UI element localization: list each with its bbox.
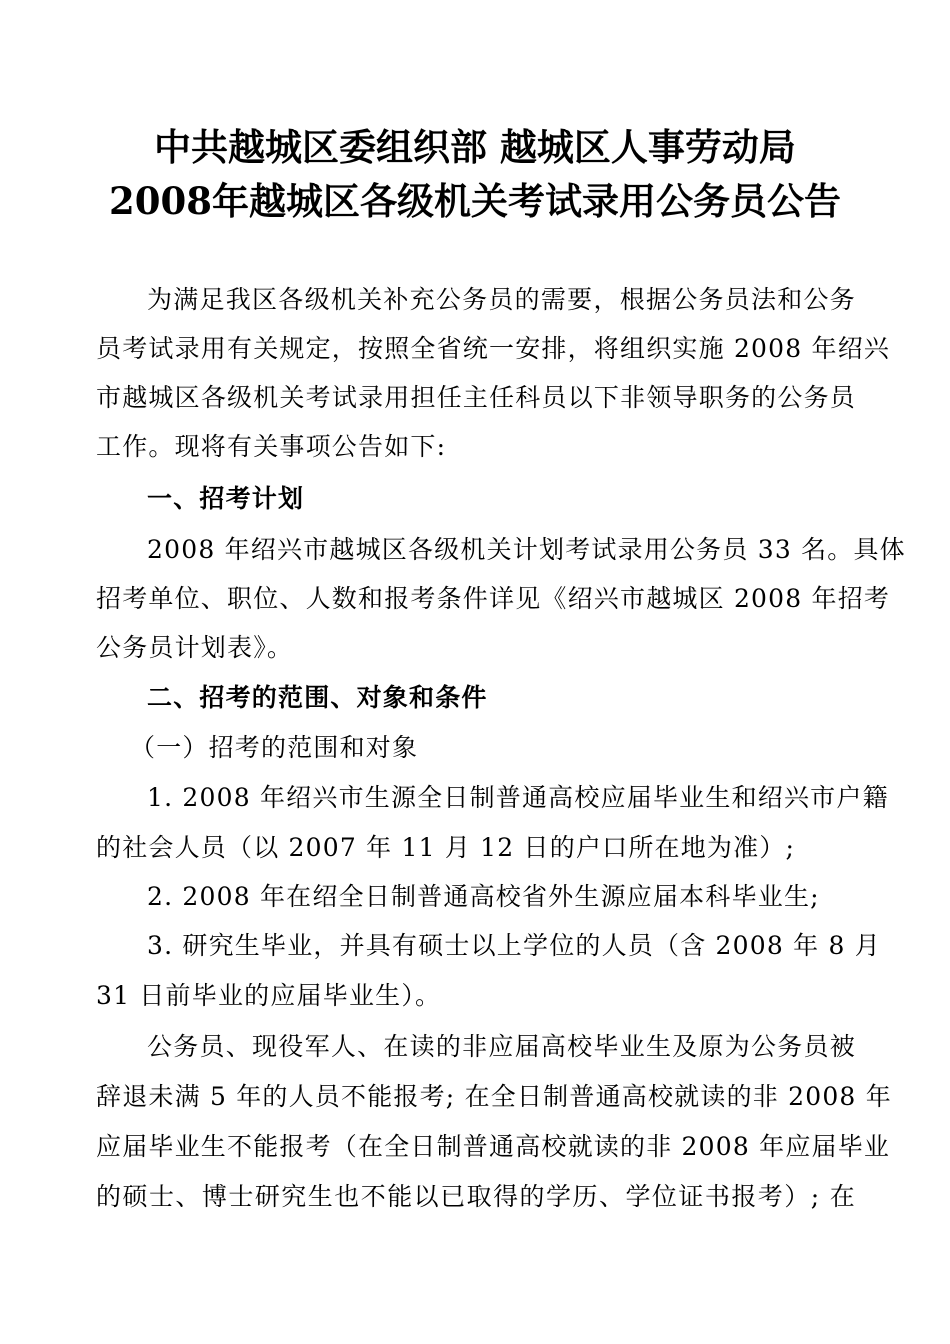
paragraph-line: 员考试录用有关规定，按照全省统一安排，将组织实施 2008 年绍兴 xyxy=(96,334,891,363)
section-heading: 一、招考计划 xyxy=(147,484,305,513)
document-title-line-2: 2008年越城区各级机关考试录用公务员公告 xyxy=(109,179,841,223)
paragraph-line: 公务员计划表》。 xyxy=(96,633,294,662)
paragraph-line: 的社会人员（以 2007 年 11 月 12 日的户口所在地为准）; xyxy=(96,833,796,862)
paragraph-line: 2. 2008 年在绍全日制普通高校省外生源应届本科毕业生; xyxy=(147,882,820,911)
paragraph-line: 为满足我区各级机关补充公务员的需要，根据公务员法和公务 xyxy=(147,285,856,314)
paragraph-line: 招考单位、职位、人数和报考条件详见《绍兴市越城区 2008 年招考 xyxy=(96,584,891,613)
paragraph-line: 的硕士、博士研究生也不能以已取得的学历、学位证书报考）; 在 xyxy=(96,1182,856,1211)
paragraph-line: 应届毕业生不能报考（在全日制普通高校就读的非 2008 年应届毕业 xyxy=(96,1132,891,1161)
section-heading: 二、招考的范围、对象和条件 xyxy=(147,683,488,712)
paragraph-line: 辞退未满 5 年的人员不能报考; 在全日制普通高校就读的非 2008 年 xyxy=(96,1082,892,1111)
paragraph-line: 市越城区各级机关考试录用担任主任科员以下非领导职务的公务员 xyxy=(96,383,856,412)
paragraph-line: 1. 2008 年绍兴市生源全日制普通高校应届毕业生和绍兴市户籍 xyxy=(147,783,889,812)
paragraph-line: 公务员、现役军人、在读的非应届高校毕业生及原为公务员被 xyxy=(147,1032,856,1061)
paragraph-line: 工作。现将有关事项公告如下: xyxy=(96,432,447,461)
paragraph-line: 2008 年绍兴市越城区各级机关计划考试录用公务员 33 名。具体 xyxy=(147,535,906,564)
paragraph-line: 3. 研究生毕业，并具有硕士以上学位的人员（含 2008 年 8 月 xyxy=(147,931,881,960)
subsection-heading: （一）招考的范围和对象 xyxy=(130,733,419,762)
document-title-line-1: 中共越城区委组织部 越城区人事劳动局 xyxy=(154,125,796,169)
paragraph-line: 31 日前毕业的应届毕业生）。 xyxy=(96,981,442,1010)
